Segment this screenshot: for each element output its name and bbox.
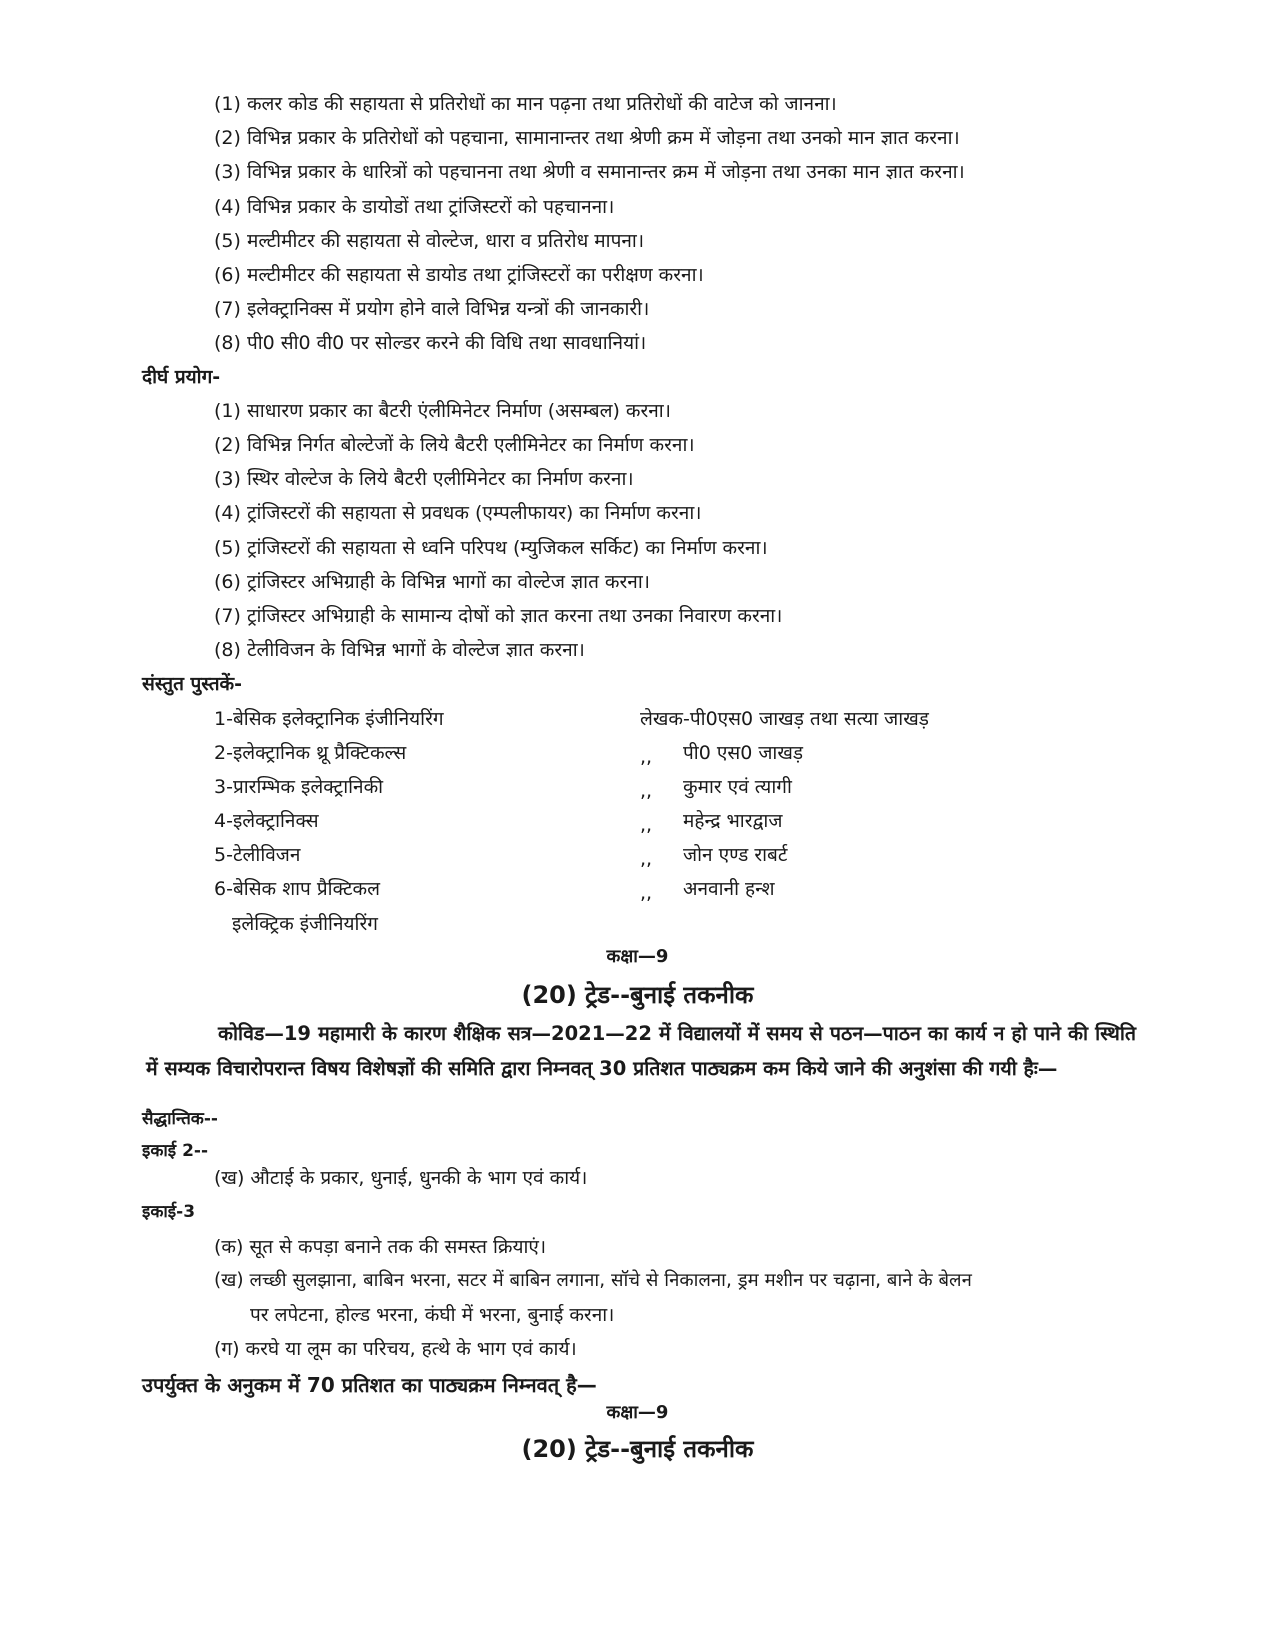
book-title-1: 1-बेसिक इलेक्ट्रानिक इंजीनियरिंग: [214, 708, 444, 730]
unit-3-item-g: (ग) करघे या लूम का परिचय, हत्थे के भाग एवं कार्य।: [214, 1338, 577, 1360]
practical-item-1: (1) कलर कोड की सहायता से प्रतिरोधों का मान पढ़ना तथा प्रतिरोधों की वाटेज को जानना।: [214, 93, 837, 115]
books-heading: संस्तुत पुस्तकें-: [142, 673, 243, 695]
unit-3-item-kh-line2: पर लपेटना, होल्ड भरना, कंघी में भरना, बुनाई करना।: [250, 1304, 615, 1326]
book-title-2: 2-इलेक्ट्रानिक थ्रू प्रैक्टिकल्स: [214, 742, 407, 764]
practical-item-8: (8) पी0 सी0 वी0 पर सोल्डर करने की विधि तथा सावधानियां।: [214, 332, 647, 354]
book-title-6-continuation: इलेक्ट्रिक इंजीनियरिंग: [232, 913, 378, 935]
trade-title-2: (20) ट्रेड--बुनाई तकनीक: [521, 1435, 754, 1463]
book-author-4: महेन्द्र भारद्वाज: [683, 810, 783, 832]
book-author-3: कुमार एवं त्यागी: [683, 776, 792, 798]
book-author-6: अनवानी हन्श: [683, 878, 775, 900]
book-title-3: 3-प्रारम्भिक इलेक्ट्रानिकी: [214, 776, 384, 798]
practical-item-7: (7) इलेक्ट्रानिक्स में प्रयोग होने वाले विभिन्न यन्त्रों की जानकारी।: [214, 298, 650, 320]
practical-item-6: (6) मल्टीमीटर की सहायता से डायोड तथा ट्रांजिस्टरों का परीक्षण करना।: [214, 264, 704, 286]
intro-paragraph-text: कोविड—19 महामारी के कारण शैक्षिक सत्र—2021—22 में विद्यालयों में समय से पठन—पाठन का कार्य न हो पाने की स्थिति में सम्यक विचारोपरान्त विषय विशेषज्ञों की समिति द्वारा निम्नवत् 30 प्रतिशत पाठ्यक्रम कम किये जाने की अनुशंसा की गयी हैः—: [146, 1022, 1136, 1080]
long-experiment-item-4: (4) ट्रांजिस्टरों की सहायता से प्रवधक (एम्पलीफायर) का निर्माण करना।: [214, 502, 702, 524]
intro-paragraph: [146, 1016, 1136, 1086]
unit-3-heading: इकाई-3: [142, 1202, 196, 1222]
seventy-percent-heading: उपर्युक्त के अनुकम में 70 प्रतिशत का पाठ्यक्रम निम्नवत् है—: [142, 1373, 597, 1397]
practical-item-5: (5) मल्टीमीटर की सहायता से वोल्टेज, धारा व प्रतिरोध मापना।: [214, 230, 645, 252]
long-experiment-item-3: (3) स्थिर वोल्टेज के लिये बैटरी एलीमिनेटर का निर्माण करना।: [214, 468, 634, 490]
book-author-2: पी0 एस0 जाखड़: [683, 742, 804, 764]
long-experiment-item-5: (5) ट्रांजिस्टरों की सहायता से ध्वनि परिपथ (म्युजिकल सर्किट) का निर्माण करना।: [214, 537, 768, 559]
book-ditto-3: ,,: [640, 780, 653, 802]
long-experiment-item-2: (2) विभिन्न निर्गत बोल्टेजों के लिये बैटरी एलीमिनेटर का निर्माण करना।: [214, 434, 695, 456]
long-experiment-item-6: (6) ट्रांजिस्टर अभिग्राही के विभिन्न भागों का वोल्टेज ज्ञात करना।: [214, 571, 650, 593]
unit-2-heading: इकाई 2--: [142, 1141, 209, 1161]
book-title-4: 4-इलेक्ट्रानिक्स: [214, 810, 319, 832]
book-ditto-2: ,,: [640, 746, 653, 768]
practical-item-2: (2) विभिन्न प्रकार के प्रतिरोधों को पहचाना, सामानान्तर तथा श्रेणी क्रम में जोड़ना तथा उनको मान ज्ञात करना।: [214, 127, 960, 149]
book-title-6: 6-बेसिक शाप प्रैक्टिकल: [214, 878, 380, 900]
unit-2-item-kh: (ख) औटाई के प्रकार, धुनाई, धुनकी के भाग एवं कार्य।: [214, 1167, 588, 1189]
book-author-5: जोन एण्ड राबर्ट: [683, 844, 788, 866]
long-experiment-item-7: (7) ट्रांजिस्टर अभिग्राही के सामान्य दोषों को ज्ञात करना तथा उनका निवारण करना।: [214, 605, 783, 627]
theory-label: सैद्धान्तिक--: [142, 1109, 218, 1129]
book-ditto-4: ,,: [640, 814, 653, 836]
long-experiments-heading: दीर्घ प्रयोग-: [142, 366, 221, 388]
long-experiment-item-8: (8) टेलीविजन के विभिन्न भागों के वोल्टेज ज्ञात करना।: [214, 639, 585, 661]
unit-3-item-kh-line1: (ख) लच्छी सुलझाना, बाबिन भरना, सटर में बाबिन लगाना, सॉचे से निकालना, ड्रम मशीन पर चढ़ाना, बाने के बेलन: [214, 1270, 972, 1291]
book-ditto-6: ,,: [640, 882, 653, 904]
practical-item-4: (4) विभिन्न प्रकार के डायोडों तथा ट्रांजिस्टरों को पहचानना।: [214, 196, 615, 218]
class-label-1: कक्षा—9: [606, 946, 669, 967]
book-author-1: लेखक-पी0एस0 जाखड़ तथा सत्या जाखड़: [640, 708, 929, 730]
trade-title-1: (20) ट्रेड--बुनाई तकनीक: [521, 981, 754, 1009]
book-ditto-5: ,,: [640, 848, 653, 870]
class-label-2: कक्षा—9: [606, 1402, 669, 1423]
unit-3-item-k: (क) सूत से कपड़ा बनाने तक की समस्त क्रियाएं।: [214, 1236, 547, 1258]
long-experiment-item-1: (1) साधारण प्रकार का बैटरी एंलीमिनेटर निर्माण (असम्बल) करना।: [214, 400, 671, 422]
practical-item-3: (3) विभिन्न प्रकार के धारित्रों को पहचानना तथा श्रेणी व समानान्तर क्रम में जोड़ना तथा उनका मान ज्ञात करना।: [214, 161, 965, 183]
book-title-5: 5-टेलीविजन: [214, 844, 301, 866]
